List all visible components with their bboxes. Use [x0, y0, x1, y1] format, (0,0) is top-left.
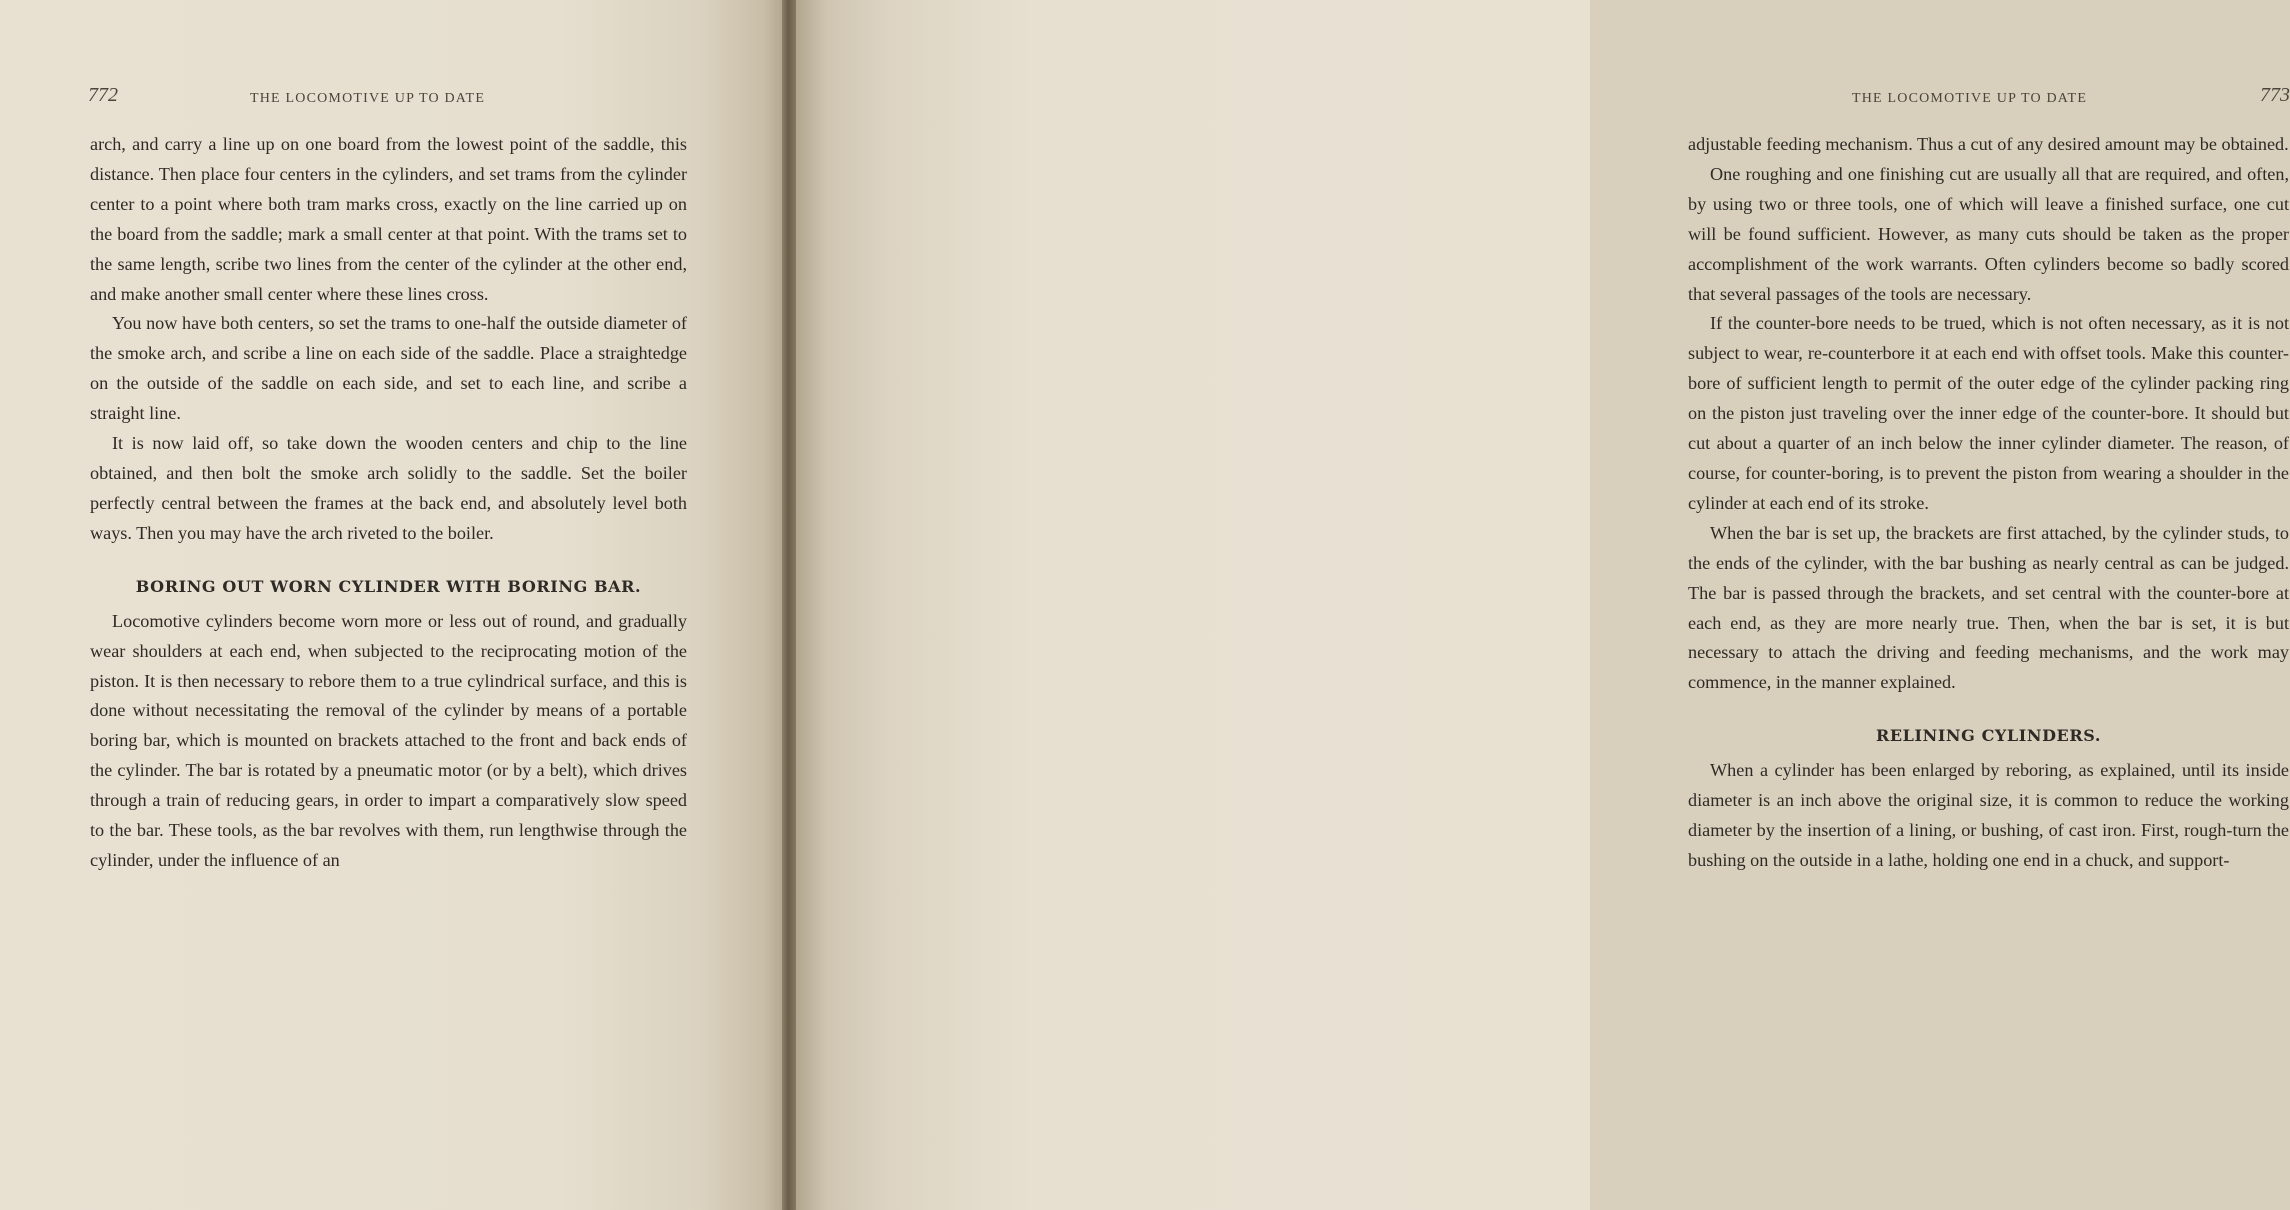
right-paragraph: If the counter-bore needs to be trued, which is not often necessary, as it is not subject to wear, re-counterbore it at each end with offset tools. Make this counter-bore of sufficient length to permit of the outer edge of the cylinder packing ring on the piston just traveling over the inner edge of the counter-bore. It should but cut about a quarter of an inch below the inner cylinder diameter. The reason, of course, for counter-boring, is to prevent the piston from wearing a shoulder in the cylinder at each end of its stroke.: [1688, 313, 2289, 513]
right-running-head-title: THE LOCOMOTIVE UP TO DATE: [1852, 91, 2088, 106]
left-paragraph: Locomotive cylinders become worn more or less out of round, and gradually wear shoulders at each end, when subjected to the reciprocating motion of the piston. It is then necessary to rebore them to a true cylindrical surface, and this is done without necessitating the removal of the cylinder by means of a portable boring bar, which is mounted on brackets attached to the front and back ends of the cylinder. The bar is rotated by a pneumatic motor (or by a belt), which drives through a train of reducing gears, in order to impart a comparatively slow speed to the bar. These tools, as the bar revolves with them, run lengthwise through the cylinder, under the influence of an: [90, 610, 687, 870]
left-paragraph: arch, and carry a line up on one board from the lowest point of the saddle, this distance. Then place four centers in the cylinders, and set trams from the cylinder center to a point where both tram marks cross, exactly on the line carried up on the board from the saddle; mark a small center at that point. With the trams set to the same length, scribe two lines from the center of the cylinder at the other end, and make another small center where these lines cross.: [90, 134, 687, 304]
left-paragraph: You now have both centers, so set the trams to one-half the outside diameter of the smoke arch, and scribe a line on each side of the saddle. Place a straightedge on the outside of the saddle on each side, and set to each line, and scribe a straight line.: [90, 313, 687, 424]
right-page: [795, 0, 2290, 1210]
left-paragraph: It is now laid off, so take down the wooden centers and chip to the line obtained, and then bolt the smoke arch solidly to the saddle. Set the boiler perfectly central between the frames at the back end, and absolutely level both ways. Then you may have the arch riveted to the boiler.: [90, 433, 687, 543]
left-page-number: 772: [88, 84, 118, 106]
right-page-number: 773: [2260, 84, 2290, 106]
left-running-head-title: THE LOCOMOTIVE UP TO DATE: [250, 91, 486, 106]
left-running-head: [88, 84, 692, 112]
right-paragraph: When the bar is set up, the brackets are first attached, by the cylinder studs, to the ends of the cylinder, with the bar bushing as nearly central as can be judged. The bar is passed through the brackets, and set central with the counter-bore at each end, as they are more nearly true. Then, when the bar is set, it is but necessary to attach the driving and feeding mechanisms, and the work may commence, in the manner explained.: [1688, 522, 2289, 693]
right-text-column: [1688, 130, 2289, 876]
right-paragraph: adjustable feeding mechanism. Thus a cut of any desired amount may be obtained.: [1688, 134, 2289, 154]
right-paragraph: One roughing and one finishing cut are usually all that are required, and often, by using two or three tools, one of which will leave a finished surface, one cut will be found sufficient. However, as many cuts should be taken as the proper accomplishment of the work warrants. Often cylinders become so badly scored that several passages of the tools are necessary.: [1688, 163, 2289, 304]
right-running-head: [1688, 84, 2290, 112]
left-section-heading: BORING OUT WORN CYLINDER WITH BORING BAR.: [135, 576, 642, 596]
book-gutter: [782, 0, 796, 1210]
right-paragraph: When a cylinder has been enlarged by reboring, as explained, until its inside diameter is an inch above the original size, it is common to reduce the working diameter by the insertion of a lining, or bushing, of cast iron. First, rough-turn the bushing on the outside in a lathe, holding one end in a chuck, and support-: [1688, 760, 2289, 870]
left-text-column: [90, 130, 687, 876]
right-section-heading: RELINING CYLINDERS.: [1875, 726, 2102, 746]
left-page: [0, 0, 795, 1210]
